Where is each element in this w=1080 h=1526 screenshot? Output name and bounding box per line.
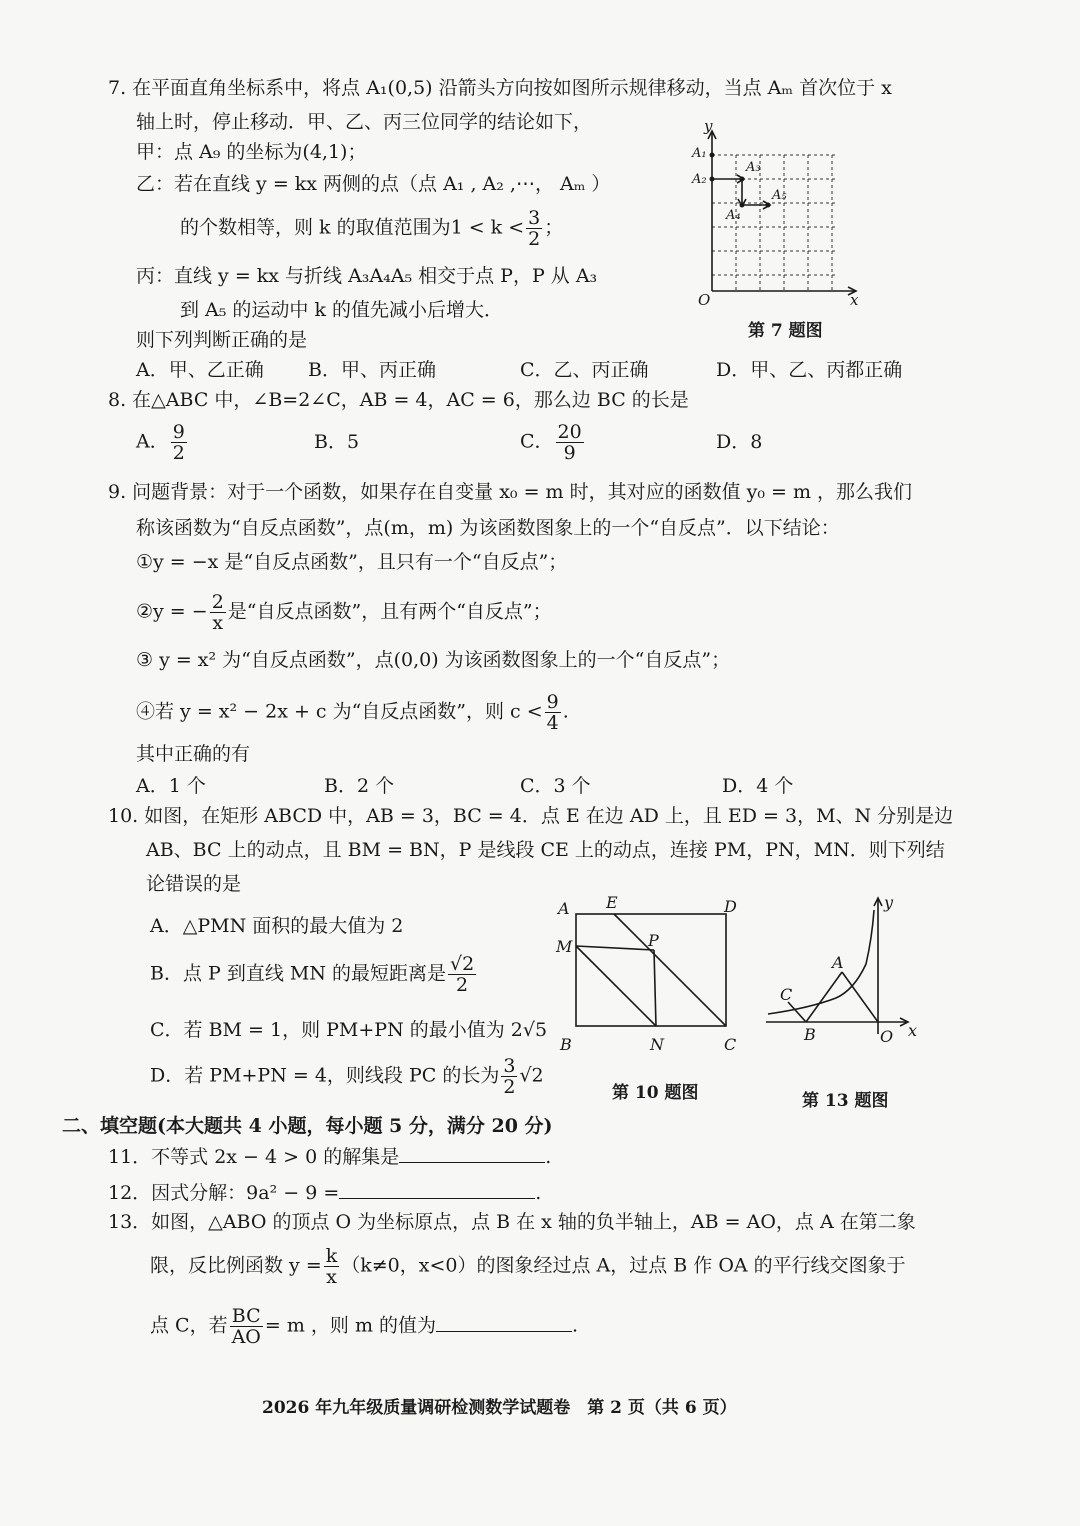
q9-c2-post: 是“自反点函数”，且有两个“自反点”；	[227, 600, 552, 623]
q9-option-b: B．2 个	[324, 775, 395, 797]
q13-end: .	[572, 1314, 579, 1337]
q10-option-d	[150, 1056, 544, 1097]
q7-fig-a4-label: A₄	[726, 208, 741, 223]
q13-kx-fraction	[324, 1246, 340, 1287]
q10-rectangle-figure	[550, 890, 750, 1070]
q9-option-a: A．1 个	[136, 775, 206, 797]
q9-c2-pre: ②y = −	[136, 600, 208, 623]
q7-option-b: B．甲、丙正确	[308, 359, 436, 381]
q9-stem-line1: 9. 问题背景：对于一个函数，如果存在自变量 x₀ = m 时，其对应的函数值 y₀ = m ，那么我们	[108, 481, 913, 503]
q10-stem-line3: 论错误的是	[146, 873, 242, 895]
q9-option-d: D．4 个	[722, 775, 794, 797]
q7-statement-yi-line2	[180, 208, 563, 249]
q8-option-a-fraction	[171, 422, 187, 463]
q9-c4-post: .	[562, 700, 569, 723]
q9-claim-3: ③ y = x² 为“自反点函数”，点(0,0) 为该函数图象上的一个“自反点”；	[136, 649, 731, 671]
q9-claim-1: ①y = −x 是“自反点函数”，且只有一个“自反点”；	[136, 551, 568, 573]
q8-option-c-label: C．	[520, 430, 554, 453]
q10-fig-c-label: C	[724, 1035, 737, 1054]
q7-fig-a3-label: A₃	[746, 160, 761, 175]
q11-answer-blank[interactable]	[399, 1142, 545, 1163]
q7-ask: 则下列判断正确的是	[136, 329, 308, 351]
q7-option-a: A．甲、乙正确	[136, 359, 264, 381]
page-footer: 2026 年九年级质量调研检测数学试题卷 第 2 页（共 6 页）	[262, 1398, 737, 1418]
q7-figure-caption: 第 7 题图	[748, 321, 823, 341]
q7-statement-bing-line1: 丙：直线 y = kx 与折线 A₃A₄A₅ 相交于点 P，P 从 A₃	[136, 265, 598, 287]
section-2-title: 二、填空题(本大题共 4 小题，每小题 5 分，满分 20 分)	[62, 1115, 553, 1137]
q7-option-d: D．甲、乙、丙都正确	[716, 359, 903, 381]
q7-stem-line1: 7. 在平面直角坐标系中，将点 A₁(0,5) 沿箭头方向按如图所示规律移动，当点 Aₘ 首次位于 x	[108, 77, 892, 99]
q13-x-den: x	[326, 1266, 337, 1288]
q10-d-num: 3	[503, 1055, 516, 1077]
q9-c2-den: x	[212, 612, 224, 634]
q13-line2-post: （k≠0，x<0）的图象经过点 A，过点 B 作 OA 的平行线交图象于	[341, 1254, 906, 1277]
q10-stem-line1: 10. 如图，在矩形 ABCD 中，AB = 3，BC = 4．点 E 在边 AD 上，且 ED = 3，M、N 分别是边	[108, 805, 954, 827]
q10-option-c: C．若 BM = 1，则 PM+PN 的最小值为 2√5	[150, 1019, 548, 1041]
q10-b-num: √2	[450, 953, 475, 975]
q13-figure-caption: 第 13 题图	[802, 1091, 889, 1111]
q7-statement-yi-line1: 乙：若在直线 y = kx 两侧的点（点 A₁ , A₂ ,⋯， Aₘ ）	[136, 173, 611, 195]
q13-stem-line3	[150, 1306, 578, 1347]
q11-line	[108, 1142, 551, 1171]
q7-fig-a1-label: A₁	[692, 146, 707, 161]
q13-line3-post: = m ，则 m 的值为	[264, 1314, 437, 1337]
q9-stem-line2: 称该函数为“自反点函数”，点(m，m) 为该函数图象上的一个“自反点”．以下结论：	[136, 517, 840, 539]
q13-stem-line1: 13．如图，△ABO 的顶点 O 为坐标原点，点 B 在 x 轴的负半轴上，AB = AO，点 A 在第二象	[108, 1211, 916, 1233]
q7-grid-figure	[690, 115, 870, 315]
q10-figure-caption: 第 10 题图	[612, 1083, 699, 1103]
q8-option-b: B．5	[314, 431, 360, 453]
q12-stem: 12．因式分解：9a² − 9 =	[108, 1182, 340, 1204]
q7-statement-jia: 甲：点 A₉ 的坐标为(4,1)；	[136, 141, 367, 163]
q13-fig-b-label: B	[804, 1025, 816, 1044]
q7-fig-a5-label: A₅	[772, 188, 787, 203]
q8-option-c-fraction	[556, 422, 584, 463]
q10-d-fraction	[501, 1056, 517, 1097]
q9-c4-num: 9	[546, 691, 559, 713]
q9-option-c: C．3 个	[520, 775, 591, 797]
q10-d-den: 2	[503, 1076, 516, 1098]
q8-c-den: 9	[563, 442, 576, 464]
q13-line3-pre: 点 C，若	[150, 1314, 228, 1337]
q10-stem-line2: AB、BC 上的动点，且 BM = BN，P 是线段 CE 上的动点，连接 PM，PN，MN．则下列结	[146, 839, 945, 861]
q12-answer-blank[interactable]	[339, 1178, 535, 1199]
q8-a-den: 2	[172, 442, 185, 464]
q9-c2-num: 2	[211, 591, 224, 613]
q9-c4-fraction	[545, 692, 561, 733]
q10-fig-b-label: B	[560, 1035, 572, 1054]
q12-end: .	[535, 1182, 542, 1204]
q9-claim-4	[136, 692, 569, 733]
q10-fig-a-label: A	[558, 899, 570, 918]
q8-a-num: 9	[172, 421, 185, 443]
q10-fig-m-label: M	[556, 937, 573, 956]
q10-d-post: √2	[519, 1064, 544, 1087]
q10-b-den: 2	[456, 974, 469, 996]
q8-option-a-label: A．	[136, 430, 169, 453]
q13-fig-origin-label: O	[880, 1027, 894, 1046]
q13-fig-c-label: C	[780, 985, 793, 1004]
q7-yi-den: 2	[528, 228, 541, 250]
q9-c4-pre: ④若 y = x² − 2x + c 为“自反点函数”，则 c <	[136, 700, 543, 723]
q10-fig-n-label: N	[650, 1035, 664, 1054]
q10-b-pre: B．点 P 到直线 MN 的最短距离是	[150, 962, 446, 985]
q13-k-num: k	[325, 1245, 338, 1267]
q10-b-fraction	[448, 954, 476, 995]
q9-claim-2	[136, 592, 552, 633]
q13-hyperbola-figure	[760, 886, 930, 1056]
q13-bc-num: BC	[230, 1306, 263, 1327]
q10-option-b	[150, 954, 478, 995]
q7-yi-num: 3	[528, 207, 541, 229]
q10-option-a: A．△PMN 面积的最大值为 2	[150, 915, 404, 937]
q7-yi-fraction	[526, 208, 542, 249]
q11-end: .	[545, 1146, 552, 1168]
q13-fig-y-label: y	[884, 893, 894, 912]
q13-ao-den: AO	[231, 1326, 261, 1348]
q7-fig-y-label: y	[704, 117, 713, 135]
q13-stem-line2	[150, 1246, 906, 1287]
q7-statement-bing-line2: 到 A₅ 的运动中 k 的值先减小后增大．	[180, 299, 504, 321]
q9-ask: 其中正确的有	[136, 743, 251, 765]
q9-c2-fraction	[210, 592, 226, 633]
q8-option-c	[520, 422, 586, 463]
q8-option-d: D．8	[716, 431, 763, 453]
q7-fig-a2-label: A₂	[692, 172, 707, 187]
q10-fig-e-label: E	[606, 893, 618, 912]
q13-fig-x-label: x	[908, 1021, 918, 1040]
q9-c4-den: 4	[546, 712, 559, 734]
q10-fig-p-label: P	[648, 931, 659, 950]
q13-bc-ao-fraction	[230, 1306, 263, 1347]
q7-yi-text: 的个数相等，则 k 的取值范围为1 < k <	[180, 216, 525, 239]
q8-c-num: 20	[557, 421, 582, 443]
q11-stem: 11．不等式 2x − 4 > 0 的解集是	[108, 1146, 400, 1168]
q12-line	[108, 1178, 541, 1207]
q13-fig-a-label: A	[832, 953, 844, 972]
q10-d-pre: D．若 PM+PN = 4，则线段 PC 的长为	[150, 1064, 500, 1087]
q13-line2-pre: 限，反比例函数 y =	[150, 1254, 322, 1277]
q8-stem: 8. 在△ABC 中，∠B=2∠C，AB = 4，AC = 6，那么边 BC 的长是	[108, 389, 689, 411]
q10-fig-d-label: D	[724, 897, 737, 916]
q7-stem-line2: 轴上时，停止移动．甲、乙、丙三位同学的结论如下，	[136, 111, 593, 133]
q7-option-c: C．乙、丙正确	[520, 359, 649, 381]
q8-option-a	[136, 422, 189, 463]
q7-fig-x-label: x	[850, 291, 859, 309]
q7-yi-end: ；	[544, 216, 564, 239]
q13-answer-blank[interactable]	[436, 1311, 572, 1332]
q7-fig-origin-label: O	[698, 291, 711, 309]
